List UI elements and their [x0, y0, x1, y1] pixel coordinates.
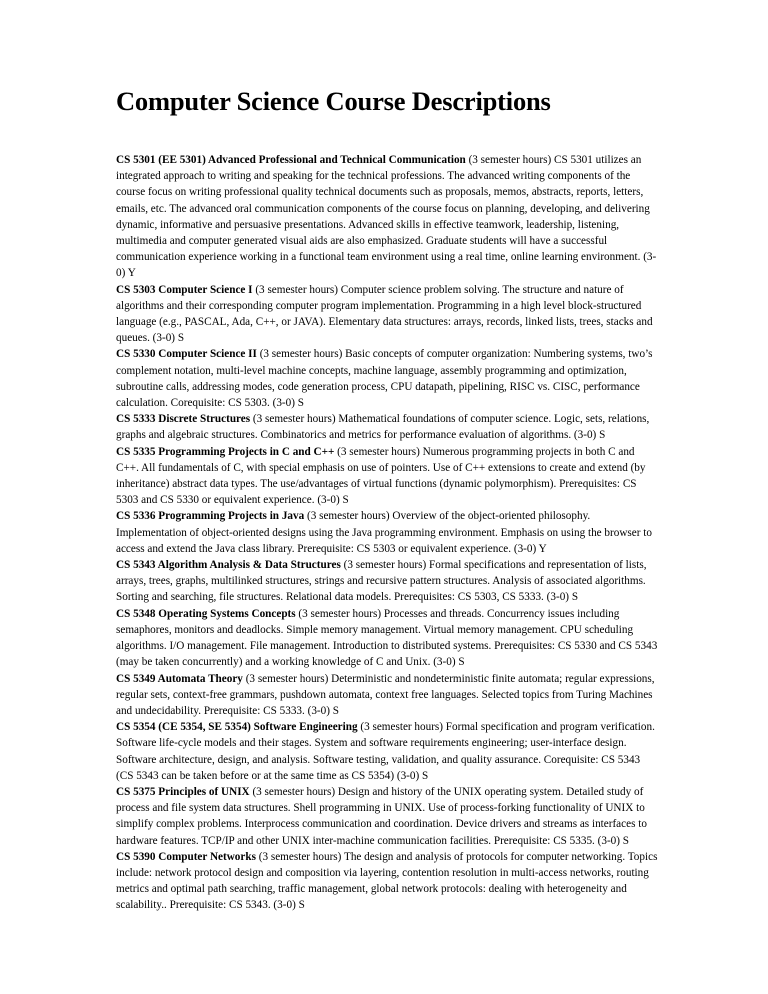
course-entry-cs5375 — [116, 784, 660, 849]
course-description: (3 semester hours) Deterministic and nondeterministic finite automata; regular expressions, regular sets, context-free grammars, pushdown automata, context free languages. Selected topics from Turing Machines and undecidability. Prerequisite: CS 5333. (3-0) S — [116, 672, 655, 717]
course-entry-cs5348 — [116, 606, 660, 671]
course-entry-cs5303 — [116, 282, 660, 347]
course-entry-cs5390 — [116, 849, 660, 914]
course-entry-cs5349 — [116, 671, 660, 720]
course-description: (3 semester hours) Formal specifications and representation of lists, arrays, trees, graphs, multilinked structures, strings and recursive pattern structures. Analysis of associated algorithms. Sorting and searching, file structures. Relational data models. Prerequisites: CS 5303, CS 5333. (3-0) S — [116, 559, 647, 604]
course-heading: CS 5349 Automata Theory — [116, 672, 243, 685]
course-entry-cs5335 — [116, 444, 660, 509]
course-entry-cs5301 — [116, 152, 660, 282]
course-heading: CS 5375 Principles of UNIX — [116, 785, 250, 798]
course-description: (3 semester hours) CS 5301 utilizes an integrated approach to writing and speaking for the technical professions. The advanced writing components of the course focus on writing professional quality technical documents such as proposals, memos, abstracts, reports, letters, emails, etc. The advanced oral communication components of the course focus on planning, developing, and delivering dynamic, informative and persuasive presentations. Advanced skills in effective teamwork, leadership, listening, multimedia and computer generated visual aids are also emphasized. Graduate students will have a successful communication experience working in a functional team environment using a real time, online learning environment. (3-0) Y — [116, 154, 657, 280]
course-heading: CS 5335 Programming Projects in C and C++ — [116, 445, 335, 458]
course-heading: CS 5303 Computer Science I — [116, 283, 253, 296]
document-page — [116, 86, 660, 912]
course-heading: CS 5390 Computer Networks — [116, 850, 256, 863]
course-description: (3 semester hours) The design and analysis of protocols for computer networking. Topics include: network protocol design and composition via layering, contention resolution in multi-access networks, routing metrics and optimal path searching, traffic management, global network protocols: dealing with heterogeneity and scalability.. Prerequisite: CS 5343. (3-0) S — [116, 850, 658, 912]
course-entry-cs5333 — [116, 411, 660, 443]
course-entry-cs5330 — [116, 346, 660, 411]
course-heading: CS 5336 Programming Projects in Java — [116, 510, 305, 523]
course-description: (3 semester hours) Overview of the object-oriented philosophy. Implementation of object-oriented designs using the Java programming environment. Emphasis on using the browser to access and extend the Java class library. Prerequisite: CS 5303 or equivalent experience. (3-0) Y — [116, 510, 652, 555]
course-heading: CS 5343 Algorithm Analysis & Data Structures — [116, 559, 341, 572]
course-entry-cs5336 — [116, 508, 660, 557]
course-entry-cs5354 — [116, 719, 660, 784]
course-description: (3 semester hours) Formal specification and program verification. Software life-cycle models and their stages. System and software requirements engineering; user-interface design. Software architecture, design, and analysis. Software testing, validation, and quality assurance. Corequisite: CS 5343 (CS 5343 can be taken before or at the same time as CS 5354) (3-0) S — [116, 721, 655, 782]
course-list — [116, 152, 660, 914]
course-heading: CS 5333 Discrete Structures — [116, 413, 251, 426]
course-description: (3 semester hours) Basic concepts of computer organization: Numbering systems, two’s complement notation, multi-level machine concepts, machine language, assembly programming and optimization, subroutine calls, addressing modes, code generation process, CPU datapath, pipelining, RISC vs. CISC, performance calculation. Corequisite: CS 5303. (3-0) S — [116, 348, 653, 410]
course-heading: CS 5301 (EE 5301) Advanced Professional and Technical Communication — [116, 154, 466, 166]
course-description: (3 semester hours) Processes and threads. Concurrency issues including semaphores, monitors and deadlocks. Simple memory management. Virtual memory management. CPU scheduling algorithms. I/O management. File management. Introduction to distributed systems. Prerequisites: CS 5330 and CS 5343 (may be taken concurrently) and a working knowledge of C and Unix. (3-0) S — [116, 607, 658, 669]
page-title: Computer Science Course Descriptions — [116, 86, 551, 116]
course-description: (3 semester hours) Design and history of the UNIX operating system. Detailed study of process and file system data structures. Shell programming in UNIX. Use of process-forking functionality of UNIX to simplify complex problems. Interprocess communication and coordination. Device drivers and streams as interfaces to hardware features. TCP/IP and other UNIX inter-machine communication facilities. Prerequisite: CS 5335. (3-0) S — [116, 785, 647, 847]
course-description: (3 semester hours) Mathematical foundations of computer science. Logic, sets, relations, graphs and algebraic structures. Combinatorics and metrics for performance evaluation of algorithms. (3-0) S — [116, 413, 650, 442]
course-entry-cs5343 — [116, 557, 660, 606]
course-description: (3 semester hours) Numerous programming projects in both C and C++. All fundamentals of C, with special emphasis on use of pointers. Use of C++ extensions to create and extend (by inheritance) abstract data types. The use/advantages of virtual functions (dynamic polymorphism). Prerequisites: CS 5303 and CS 5330 or equivalent experience. (3-0) S — [116, 445, 646, 507]
course-heading: CS 5354 (CE 5354, SE 5354) Software Engineering — [116, 721, 358, 734]
course-heading: CS 5330 Computer Science II — [116, 348, 257, 361]
course-description: (3 semester hours) Computer science problem solving. The structure and nature of algorithms and their corresponding computer program implementation. Programming in a high level block-structured language (e.g., PASCAL, Ada, C++, or JAVA). Elementary data structures: arrays, records, linked lists, trees, stacks and queues. (3-0) S — [116, 283, 653, 345]
course-heading: CS 5348 Operating Systems Concepts — [116, 607, 296, 620]
